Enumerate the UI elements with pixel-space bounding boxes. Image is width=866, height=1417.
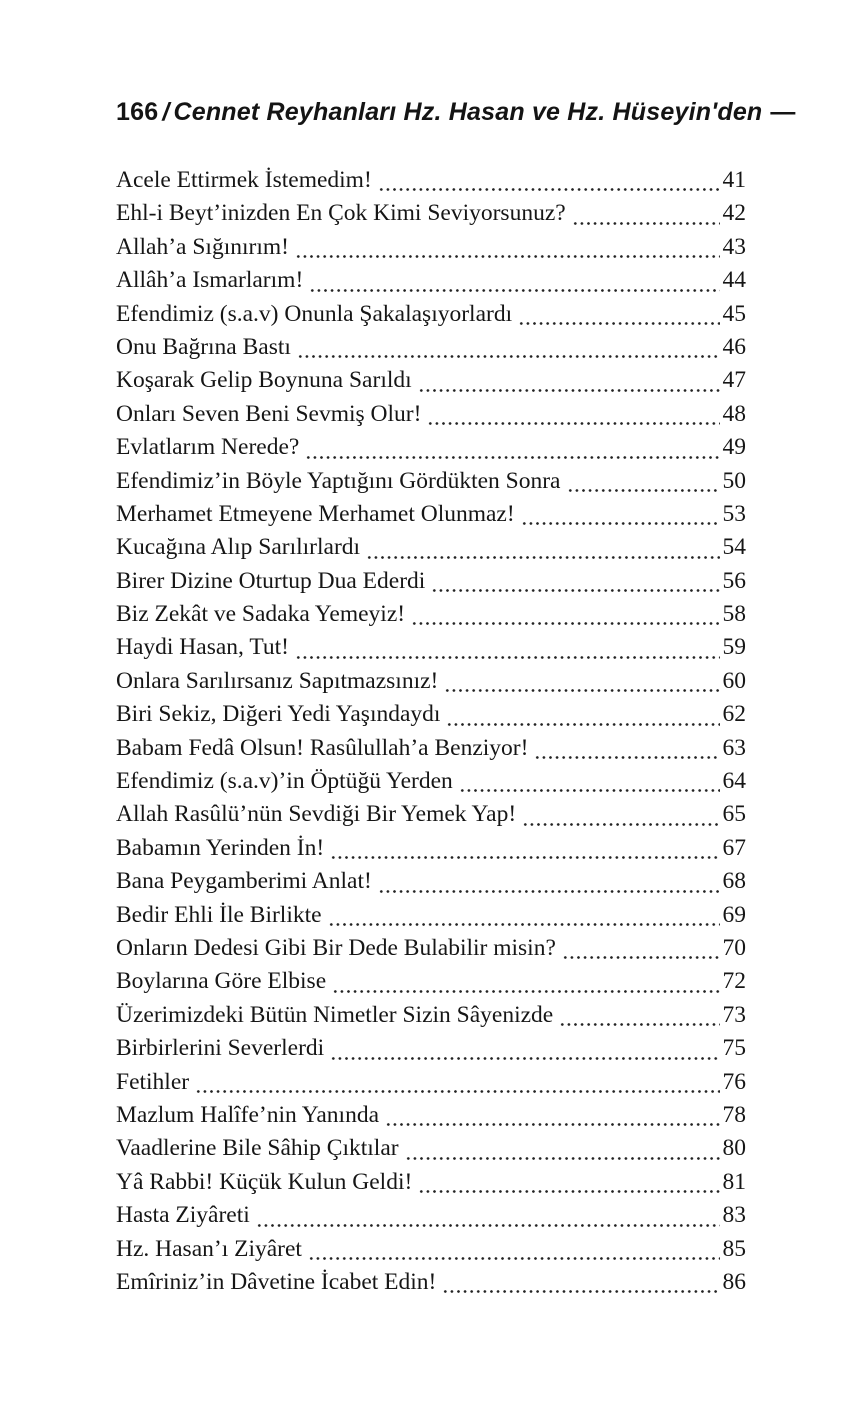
toc-entry-page: 46 [722,333,746,360]
toc-entry-title: Vaadlerine Bile Sâhip Çıktılar [116,1135,399,1162]
toc-entry-page: 75 [722,1035,746,1062]
toc-entry [116,902,746,935]
toc-entry-page: 73 [722,1001,746,1028]
toc-entry-page: 80 [722,1135,746,1162]
toc-entry [116,868,746,901]
toc-entry-title: Emîriniz’in Dâvetine İcabet Edin! [116,1268,437,1295]
toc-entry [116,401,746,434]
toc-entry [116,534,746,567]
toc-entry [116,768,746,801]
toc-entry-page: 69 [722,901,746,928]
toc-entry-page: 72 [722,968,746,995]
toc-entry [116,434,746,467]
toc-entry [116,634,746,667]
dotted-leader [442,1290,719,1293]
toc-entry [116,1202,746,1235]
dotted-leader [332,990,719,993]
toc-entry [116,1269,746,1302]
toc-entry-title: Birer Dizine Oturtup Dua Ederdi [116,567,426,594]
toc-entry [116,701,746,734]
toc-entry-title: Hz. Hasan’ı Ziyâret [116,1235,302,1262]
toc-entry [116,234,746,267]
toc-list [116,167,746,1302]
toc-entry-page: 83 [722,1202,746,1229]
toc-entry-page: 41 [722,167,746,193]
toc-entry-page: 76 [722,1068,746,1095]
dotted-leader [195,1090,719,1093]
dotted-leader [431,589,719,592]
dotted-leader [559,1023,719,1026]
toc-entry-title: Merhamet Etmeyene Merhamet Olunmaz! [116,500,515,527]
toc-entry [116,1102,746,1135]
toc-entry-page: 44 [722,267,746,294]
dotted-leader [521,522,720,525]
toc-entry-title: Efendimiz (s.a.v) Onunla Şakalaşıyorlardı [116,300,513,327]
toc-entry-title: Kucağına Alıp Sarılırlardı [116,534,361,561]
toc-entry-page: 43 [722,233,746,260]
dotted-leader [522,823,719,826]
toc-entry-page: 48 [722,400,746,427]
toc-entry [116,1069,746,1102]
toc-entry-page: 59 [722,634,746,661]
toc-entry-title: Onu Bağrına Bastı [116,333,291,360]
dotted-leader [518,322,719,325]
toc-entry [116,735,746,768]
toc-entry [116,1002,746,1035]
toc-entry-page: 53 [722,500,746,527]
toc-entry [116,267,746,300]
toc-entry [116,801,746,834]
toc-entry-page: 50 [722,467,746,494]
toc-entry-title: Yâ Rabbi! Küçük Kulun Geldi! [116,1168,413,1195]
toc-entry [116,968,746,1001]
dotted-leader [534,756,719,759]
toc-entry [116,501,746,534]
dotted-leader [297,355,720,358]
toc-entry [116,1135,746,1168]
toc-entry [116,367,746,400]
dotted-leader [562,956,720,959]
toc-entry-page: 78 [722,1101,746,1128]
dotted-leader [330,1057,719,1060]
running-header [116,98,796,127]
toc-entry [116,601,746,634]
toc-entry [116,835,746,868]
dotted-leader [305,456,719,459]
dotted-leader [366,556,719,559]
toc-entry-page: 86 [722,1268,746,1295]
toc-entry-title: Biri Sekiz, Diğeri Yedi Yaşındaydı [116,701,441,728]
dotted-leader [330,856,719,859]
toc-entry-title: Allâh’a Ismarlarım! [116,267,304,294]
dotted-leader [378,890,720,893]
toc-entry-page: 70 [722,934,746,961]
dotted-leader [385,1123,719,1126]
toc-entry-page: 63 [722,734,746,761]
toc-entry [116,1236,746,1269]
toc-entry [116,167,746,200]
toc-entry [116,935,746,968]
toc-entry-title: Mazlum Halîfe’nin Yanında [116,1101,380,1128]
toc-entry-page: 62 [722,701,746,728]
toc-entry-title: Hasta Ziyâreti [116,1202,250,1229]
toc-entry-title: Birbirlerini Severlerdi [116,1035,325,1062]
toc-entry [116,1035,746,1068]
toc-entry-title: Efendimiz’in Böyle Yaptığını Gördükten Sonra [116,467,561,494]
toc-entry [116,200,746,233]
toc-entry-title: Allah’a Sığınırım! [116,233,289,260]
toc-entry-page: 58 [722,601,746,628]
toc-entry-page: 65 [722,801,746,828]
toc-entry-title: Onlara Sarılırsanız Sapıtmazsınız! [116,667,439,694]
toc-entry-page: 47 [722,367,746,394]
toc-entry [116,301,746,334]
dotted-leader [459,789,720,792]
toc-entry-page: 81 [722,1168,746,1195]
toc-entry-page: 56 [722,567,746,594]
dotted-leader [444,689,719,692]
toc-entry-title: Acele Ettirmek İstemedim! [116,167,372,193]
toc-entry [116,334,746,367]
header-dash: — [770,98,796,126]
toc-entry-page: 67 [722,834,746,861]
toc-entry-title: Babam Fedâ Olsun! Rasûlullah’a Benziyor! [116,734,529,761]
toc-entry-title: Haydi Hasan, Tut! [116,634,289,661]
toc-entry-page: 85 [722,1235,746,1262]
toc-entry-page: 42 [722,200,746,227]
toc-entry-title: Onların Dedesi Gibi Bir Dede Bulabilir misin? [116,934,556,961]
header-page-number: 166 [116,98,159,126]
toc-entry-title: Boylarına Göre Elbise [116,968,327,995]
toc-entry-title: Ehl-i Beyt’inizden En Çok Kimi Seviyorsunuz? [116,200,566,227]
toc-entry-title: Babamın Yerinden İn! [116,834,325,861]
dotted-leader [572,222,720,225]
toc-entry-title: Efendimiz (s.a.v)’in Öptüğü Yerden [116,768,453,795]
header-separator: / [162,98,170,126]
dotted-leader [427,422,719,425]
dotted-leader [308,1257,720,1260]
toc-entry-title: Bedir Ehli İle Birlikte [116,901,322,928]
toc-entry [116,568,746,601]
dotted-leader [567,489,720,492]
toc-entry [116,468,746,501]
dotted-leader [295,656,720,659]
dotted-leader [446,723,719,726]
header-book-title: Cennet Reyhanları Hz. Hasan ve Hz. Hüseyin'den [173,98,763,126]
toc-entry-title: Allah Rasûlü’nün Sevdiği Bir Yemek Yap! [116,801,517,828]
toc-entry-title: Biz Zekât ve Sadaka Yemeyiz! [116,601,406,628]
toc-entry-page: 45 [722,300,746,327]
dotted-leader [256,1224,720,1227]
toc-entry-title: Üzerimizdeki Bütün Nimetler Sizin Sâyenizde [116,1001,554,1028]
dotted-leader [328,923,720,926]
toc-entry [116,1169,746,1202]
toc-entry [116,668,746,701]
toc-entry-page: 64 [722,768,746,795]
dotted-leader [309,289,719,292]
toc-entry-title: Evlatlarım Nerede? [116,434,300,461]
toc-entry-title: Onları Seven Beni Sevmiş Olur! [116,400,422,427]
toc-entry-title: Fetihler [116,1068,190,1095]
dotted-leader [418,1190,719,1193]
dotted-leader [405,1157,720,1160]
dotted-leader [411,622,719,625]
dotted-leader [418,389,720,392]
toc-entry-title: Bana Peygamberimi Anlat! [116,868,372,895]
toc-entry-page: 49 [722,434,746,461]
toc-entry-title: Koşarak Gelip Boynuna Sarıldı [116,367,412,394]
toc-entry-page: 60 [722,667,746,694]
toc-entry-page: 68 [722,868,746,895]
toc-entry-page: 54 [722,534,746,561]
dotted-leader [295,255,720,258]
dotted-leader [378,188,720,191]
